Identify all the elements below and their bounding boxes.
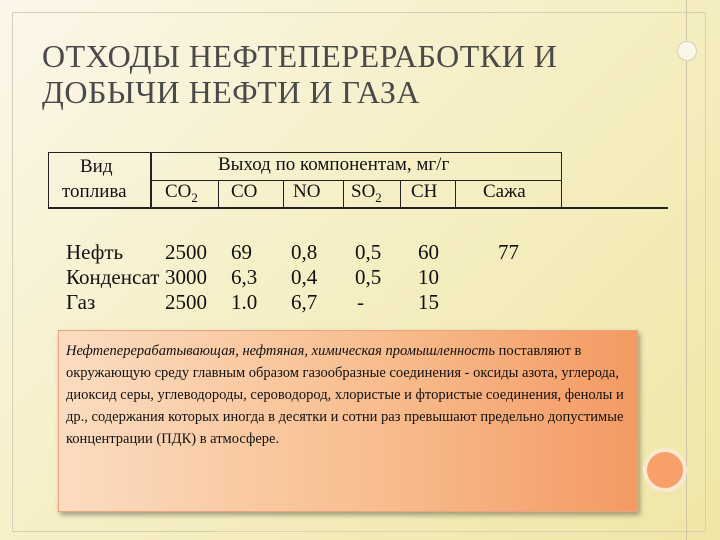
- table-row: [0, 240, 720, 264]
- cell-co: 69: [231, 240, 252, 264]
- cell-no: 6,7: [291, 290, 318, 314]
- header-fuel-line1: Вид: [80, 156, 113, 177]
- cell-co2: 2500: [165, 240, 207, 264]
- column-header-no: NO: [293, 181, 321, 202]
- cell-soot: 77: [498, 240, 519, 264]
- col-divider: [283, 181, 284, 207]
- col-divider: [400, 181, 401, 207]
- cell-no: 0,8: [291, 240, 318, 264]
- col-divider: [343, 181, 344, 207]
- cell-so2: -: [357, 290, 364, 314]
- note-body-text: поставляют в окружающую среду главным образом газообразные соединения - оксиды азота, углерода, диоксид серы, углеводороды, сероводород, хлористые и фтористые соединения, фенолы и др., содержания которых иногда в десятки и сотни раз превышают предельно допустимые концентрации (ПДК) в атмосфере.: [66, 343, 624, 447]
- cell-co: 6,3: [231, 265, 258, 289]
- col-divider: [218, 181, 219, 207]
- decorative-circle-bottom: [643, 448, 687, 492]
- row-fuel: Конденсат: [66, 265, 160, 289]
- table-row: [0, 265, 720, 289]
- header-output: Выход по компонентам, мг/г: [218, 154, 450, 175]
- decorative-circle-top: [677, 41, 697, 61]
- col-divider: [455, 181, 456, 207]
- column-header-ch: CH: [411, 181, 438, 202]
- cell-no: 0,4: [291, 265, 318, 289]
- column-header-co: CO: [231, 181, 258, 202]
- cell-ch: 10: [418, 265, 439, 289]
- column-header-soot: Сажа: [483, 181, 526, 202]
- cell-ch: 60: [418, 240, 439, 264]
- cell-so2: 0,5: [355, 240, 382, 264]
- title-line-2: ДОБЫЧИ НЕФТИ И ГАЗА: [42, 74, 420, 110]
- column-header-so2: $SO_2$: [351, 181, 382, 205]
- row-fuel: Нефть: [66, 240, 124, 264]
- cell-co2: 2500: [165, 290, 207, 314]
- cell-so2: 0,5: [355, 265, 382, 289]
- cell-co2: 3000: [165, 265, 207, 289]
- note-text: [66, 340, 632, 450]
- row-fuel: Газ: [66, 290, 96, 314]
- column-header-co2: $CO_2$: [165, 181, 198, 205]
- note-italic-text: Нефтеперерабатывающая, нефтяная, химическая промышленность: [66, 343, 495, 359]
- cell-ch: 15: [418, 290, 439, 314]
- slide-title: [42, 38, 557, 110]
- header-fuel-line2: топлива: [62, 181, 127, 202]
- cell-co: 1.0: [231, 290, 258, 314]
- title-line-1: ОТХОДЫ НЕФТЕПЕРЕРАБОТКИ И: [42, 38, 558, 74]
- table-header-underline: [48, 207, 668, 209]
- table-row: [0, 290, 720, 314]
